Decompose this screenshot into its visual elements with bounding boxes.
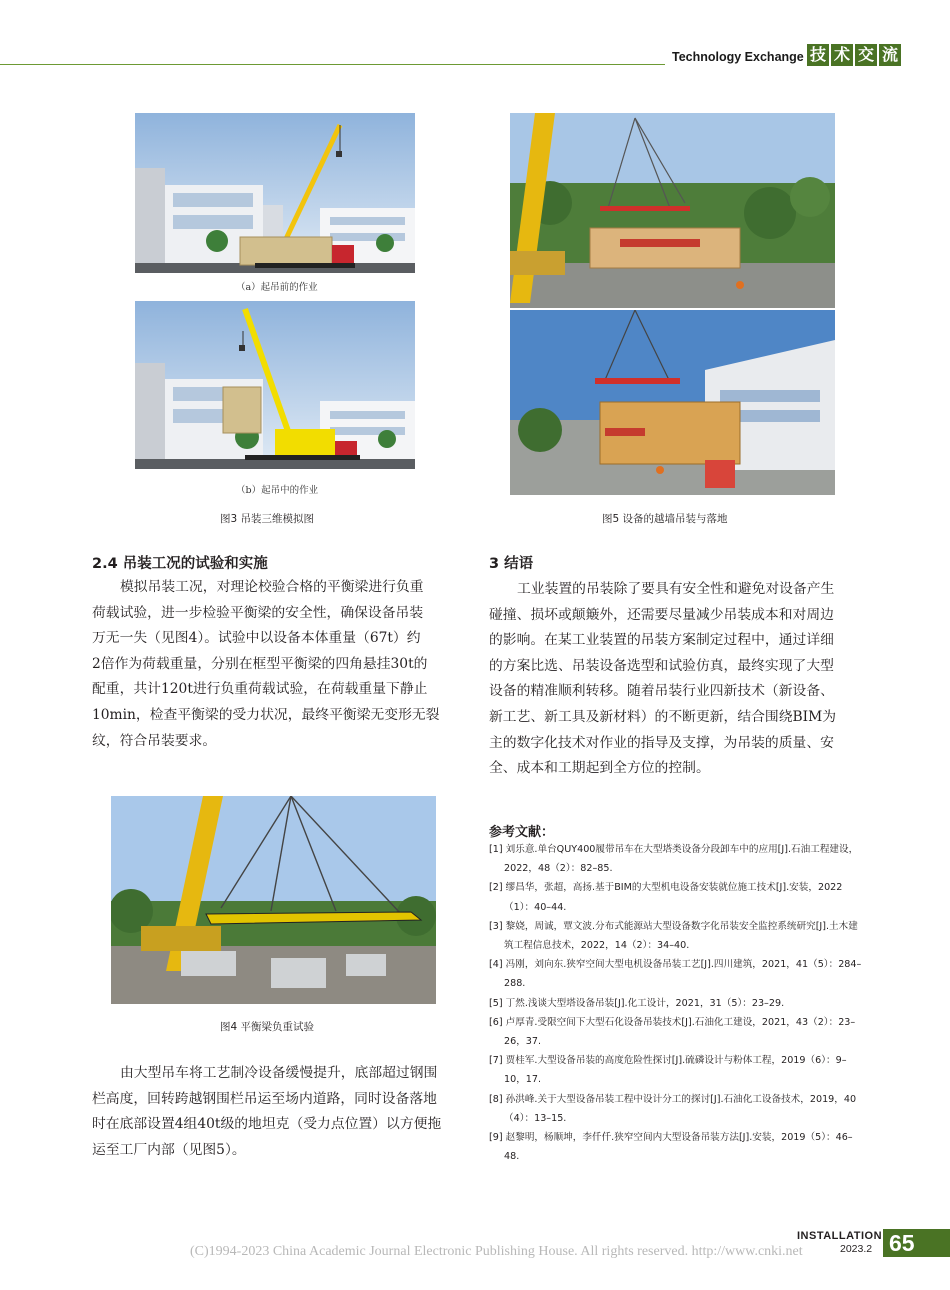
section-char-3: 交 xyxy=(855,44,877,66)
section-char-4: 流 xyxy=(879,44,901,66)
section-char-2: 术 xyxy=(831,44,853,66)
footer-issue: 2023.2 xyxy=(840,1243,873,1255)
reference-item: [2] 缪昌华，张超，高扬.基于BIM的大型机电设备安装就位施工技术[J].安装，2022（1）：40–44. xyxy=(489,882,843,913)
fig3-caption: 图3 吊装三维模拟图 xyxy=(220,513,315,525)
text-line: 万无一失（见图4）。试验中以设备本体重量（67t）约 xyxy=(92,630,421,647)
fig5-bottom-photo xyxy=(510,310,835,495)
text-line: 全、成本和工期起到全方位的控制。 xyxy=(489,760,710,777)
fig4-photo xyxy=(111,796,436,1004)
fig3b-image xyxy=(135,301,415,469)
text-line: 新工艺、新工具及新材料）的不断更新，结合围绕BIM为 xyxy=(489,708,837,725)
reference-item: [9] 赵黎明，杨顺坤，李仟仟.狭窄空间内大型设备吊装方法[J].安装，2019（5）：46–48. xyxy=(489,1132,853,1163)
text-line: 荷载试验，进一步检验平衡梁的安全性，确保设备吊装 xyxy=(92,604,424,621)
text-line: 时在底部设置4组40t级的地坦克（受力点位置）以方便拖 xyxy=(92,1116,442,1133)
reference-item: [6] 卢厚青.受限空间下大型石化设备吊装技术[J].石油化工建设，2021，43（2）：23–26，37. xyxy=(489,1016,856,1048)
header-rule xyxy=(0,64,665,65)
text-line: 配重，共计120t进行负重荷载试验，在荷载重量下静止 xyxy=(92,681,428,698)
reference-item: [8] 孙洪峰.关于大型设备吊装工程中设计分工的探讨[J].石油化工设备技术，2019，40（4）：13–15. xyxy=(489,1093,857,1124)
fig3a-image xyxy=(135,113,415,273)
footer-journal-name: INSTALLATION xyxy=(797,1230,883,1242)
section-2-4-heading: 2.4 吊装工况的试验和实施 xyxy=(92,556,268,572)
text-line: 纹，符合吊装要求。 xyxy=(92,732,217,749)
section-3-heading: 3 结语 xyxy=(489,556,534,572)
text-line: 2倍作为荷载重量，分别在框型平衡梁的四角悬挂30t的 xyxy=(92,655,428,672)
reference-item: [7] 贾桂军.大型设备吊装的高度危险性探讨[J].硫磷设计与粉体工程，2019（6）：9–10，17. xyxy=(489,1055,847,1086)
fig5-top-photo xyxy=(510,113,835,308)
fig5-caption: 图5 设备的越墙吊装与落地 xyxy=(602,513,728,525)
text-line: 模拟吊装工况，对理论校验合格的平衡梁进行负重 xyxy=(120,579,424,595)
text-line: 碰撞、损坏或颠簸外，还需要尽量减少吊装成本和对周边 xyxy=(489,606,834,623)
section-title-boxes xyxy=(807,44,903,66)
text-line: 运至工厂内部（见图5）。 xyxy=(92,1141,246,1158)
section-2-4-paragraph-1 xyxy=(92,575,461,754)
text-line: 设备的精准顺利转移。随着吊装行业四新技术（新设备、 xyxy=(489,683,834,700)
copyright-notice: (C)1994-2023 China Academic Journal Electronic Publishing House. All rights reserved. http://www.cnki.net xyxy=(190,1244,803,1259)
page-number: 65 xyxy=(883,1229,950,1257)
fig3a-caption: （a）起吊前的作业 xyxy=(236,282,318,293)
text-line: 由大型吊车将工艺制冷设备缓慢提升，底部超过钢围 xyxy=(120,1065,438,1081)
reference-item: [5] 丁然.浅谈大型塔设备吊装[J].化工设计，2021，31（5）：23–29. xyxy=(489,997,785,1009)
section-char-1: 技 xyxy=(807,44,829,66)
references-list xyxy=(489,840,862,1166)
section-2-4-paragraph-2 xyxy=(92,1061,461,1163)
journal-section-en: Technology Exchange xyxy=(672,50,804,64)
text-line: 主的数字化技术对作业的指导及支撑，为吊装的质量、安 xyxy=(489,734,834,751)
text-line: 工业装置的吊装除了要具有安全性和避免对设备产生 xyxy=(517,581,835,597)
fig3b-caption: （b）起吊中的作业 xyxy=(236,485,319,496)
references-title: 参考文献： xyxy=(489,825,555,840)
reference-item: [3] 黎娆，周诚，覃文波.分布式能源站大型设备数字化吊装安全监控系统研究[J].土木建筑工程信息技术，2022，14（2）：34–40. xyxy=(489,920,858,952)
fig4-caption: 图4 平衡梁负重试验 xyxy=(220,1021,315,1033)
text-line: 栏高度，回转跨越钢围栏吊运至场内道路，同时设备落地 xyxy=(92,1090,437,1107)
section-3-paragraph xyxy=(489,577,858,782)
text-line: 的方案比选、吊装设备选型和试验仿真，最终实现了大型 xyxy=(489,657,834,674)
text-line: 10min，检查平衡梁的受力状况，最终平衡梁无变形无裂 xyxy=(92,706,440,723)
text-line: 的影响。在某工业装置的吊装方案制定过程中，通过详细 xyxy=(489,632,834,649)
reference-item: [4] 冯刚，刘向东.狭窄空间大型电机设备吊装工艺[J].四川建筑，2021，41（5）：284–288. xyxy=(489,959,862,990)
reference-item: [1] 刘乐意.单台QUY400履带吊车在大型塔类设备分段卸车中的应用[J].石油工程建设，2022，48（2）：82–85. xyxy=(489,844,859,875)
